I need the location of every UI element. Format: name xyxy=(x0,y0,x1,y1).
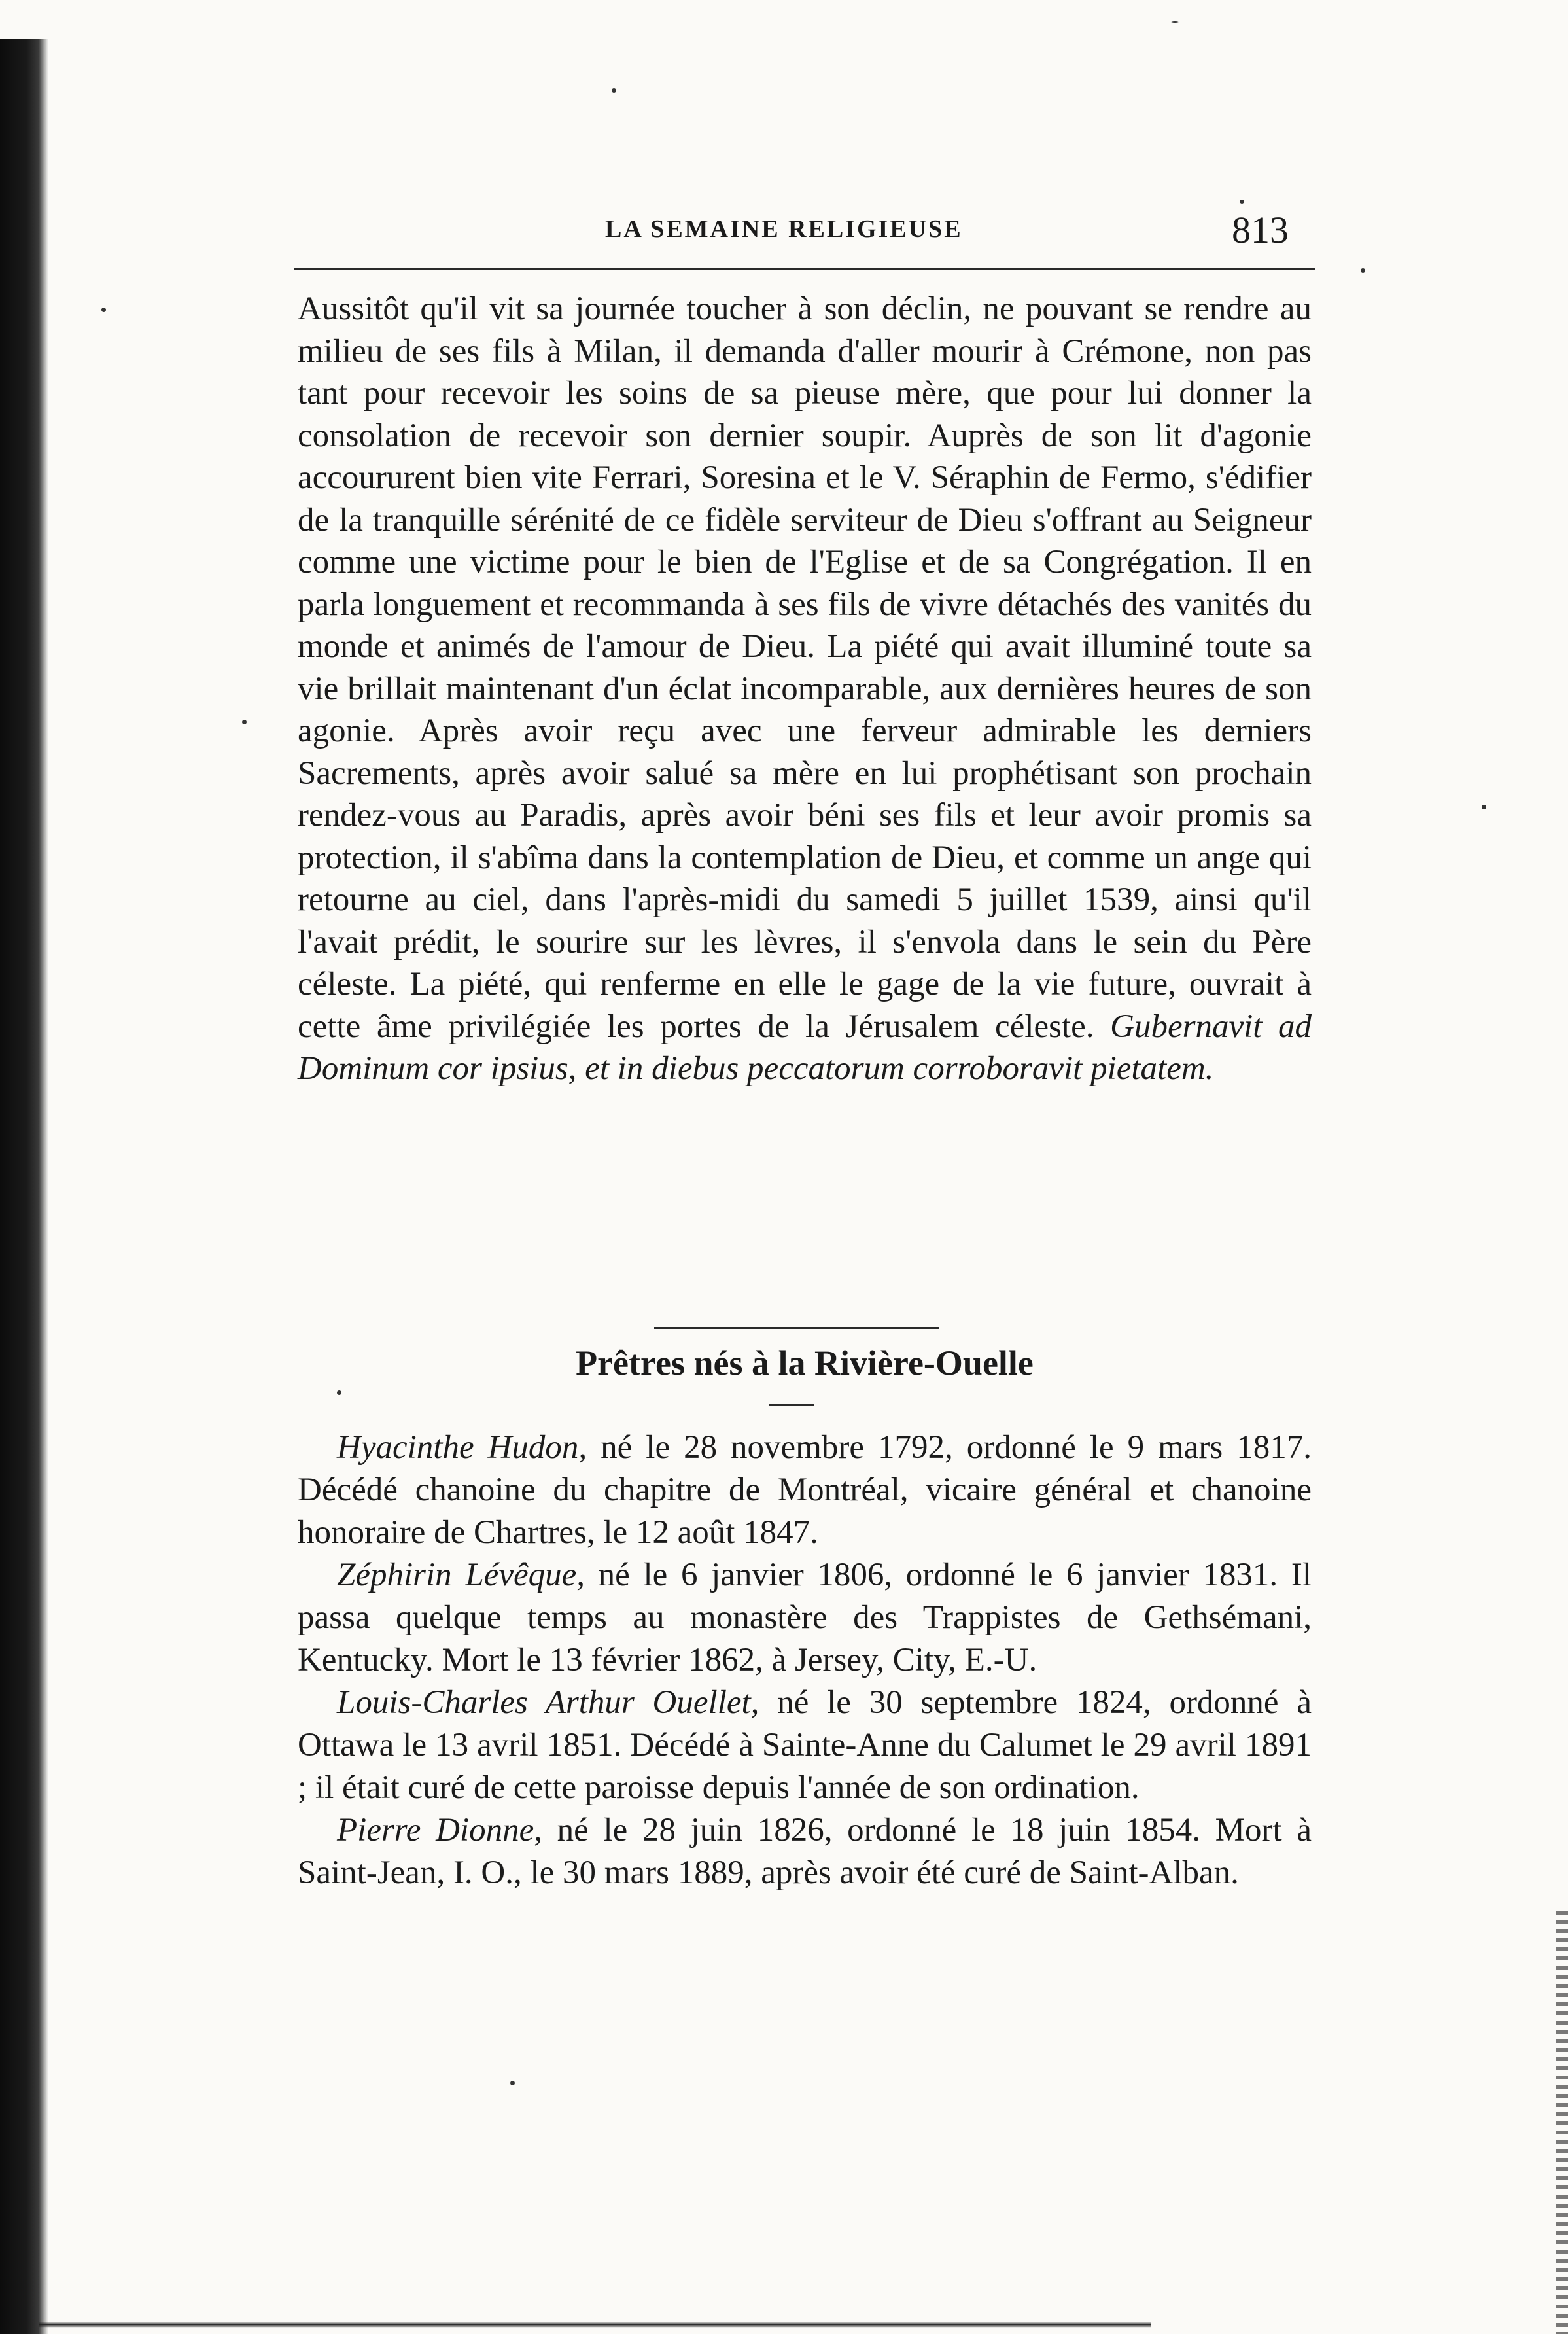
scan-speck xyxy=(337,1390,341,1395)
section-separator-rule xyxy=(654,1327,939,1329)
scan-speck xyxy=(1171,21,1179,23)
latin-quote: Gubernavit ad Dominum cor ipsius, et in diebus peccatorum corroboravit pietatem. xyxy=(298,1008,1312,1087)
list-item xyxy=(298,1554,1312,1682)
body-paragraph xyxy=(298,288,1312,1090)
priest-name: Hyacinthe Hudon, xyxy=(337,1429,587,1466)
scan-speck xyxy=(242,720,247,724)
priest-details: né le 28 juin 1826, ordonné le 18 juin 1854. Mort à Saint-Jean, I. O., le 30 mars 1889, après avoir été curé de Saint-Alban. xyxy=(298,1812,1312,1891)
list-item xyxy=(298,1426,1312,1554)
section-heading: Prêtres nés à la Rivière-Ouelle xyxy=(576,1343,1034,1383)
list-item xyxy=(298,1809,1312,1894)
header-rule xyxy=(294,268,1315,270)
priest-details: né le 28 novembre 1792, ordonné le 9 mars 1817. Décédé chanoine du chapitre de Montréal, vicaire général et chanoine honoraire de Chartres, le 12 août 1847. xyxy=(298,1429,1312,1551)
journal-title: LA SEMAINE RELIGIEUSE xyxy=(605,215,963,243)
priest-name: Pierre Dionne, xyxy=(337,1812,542,1848)
paragraph-text: Aussitôt qu'il vit sa journée toucher à son déclin, ne pouvant se rendre au milieu de ses fils à Milan, il demanda d'aller mourir à Crémone, non pas tant pour recevoir les soins de sa pieuse mère, que pour lui donner la consolation de recevoir son dernier soupir. Auprès de son lit d'agonie accoururent bien vite Ferrari, Soresina et le V. Séraphin de Fermo, s'édifier de la tranquille sérénité de ce fidèle serviteur de Dieu s'offrant au Seigneur comme une victime pour le bien de l'Eglise et de sa Congrégation. Il en parla longuement et recommanda à ses fils de vivre détachés des vanités du monde et animés de l'amour de Dieu. La piété qui avait illuminé toute sa vie brillait maintenant d'un éclat incomparable, aux dernières heures de son agonie. Après avoir reçu avec une ferveur admirable les derniers Sacrements, après avoir salué sa mère en lui prophétisant son prochain rendez-vous au Paradis, après avoir béni ses fils et leur avoir promis sa protection, il s'abîma dans la contemplation de Dieu, et comme un ange qui retourne au ciel, dans l'après-midi du samedi 5 juillet 1539, ainsi qu'il l'avait prédit, le sourire sur les lèvres, il s'envola dans le sein du Père céleste. La piété, qui renferme en elle le gage de la vie future, ouvrait à cette âme privilégiée les portes de la Jérusalem céleste. xyxy=(298,291,1312,1045)
priest-details: né le 30 septembre 1824, ordonné à Ottawa le 13 avril 1851. Décédé à Sainte-Anne du Calumet le 29 avril 1891 ; il était curé de cette paroisse depuis l'année de son ordination. xyxy=(298,1684,1312,1806)
heading-underline-rule xyxy=(769,1404,814,1406)
priest-list xyxy=(298,1426,1312,1894)
running-head xyxy=(298,209,1312,260)
page-number: 813 xyxy=(1232,209,1289,251)
scan-right-edge-marks xyxy=(1556,1911,1568,2334)
scan-speck xyxy=(612,88,616,93)
priest-details: né le 6 janvier 1806, ordonné le 6 janvier 1831. Il passa quelque temps au monastère des Trappistes de Gethsémani, Kentucky. Mort le 13 février 1862, à Jersey, City, E.-U. xyxy=(298,1557,1312,1678)
priest-name: Zéphirin Lévêque, xyxy=(337,1557,585,1593)
scan-speck xyxy=(1361,268,1365,273)
scan-binding-shadow xyxy=(0,39,48,2334)
priest-name: Louis-Charles Arthur Ouellet, xyxy=(337,1684,759,1721)
list-item xyxy=(298,1682,1312,1809)
scan-speck xyxy=(1240,200,1244,204)
scan-bottom-shadow xyxy=(39,2322,1151,2328)
scan-speck xyxy=(101,308,106,312)
scan-speck xyxy=(1482,805,1486,809)
scan-speck xyxy=(510,2081,515,2085)
